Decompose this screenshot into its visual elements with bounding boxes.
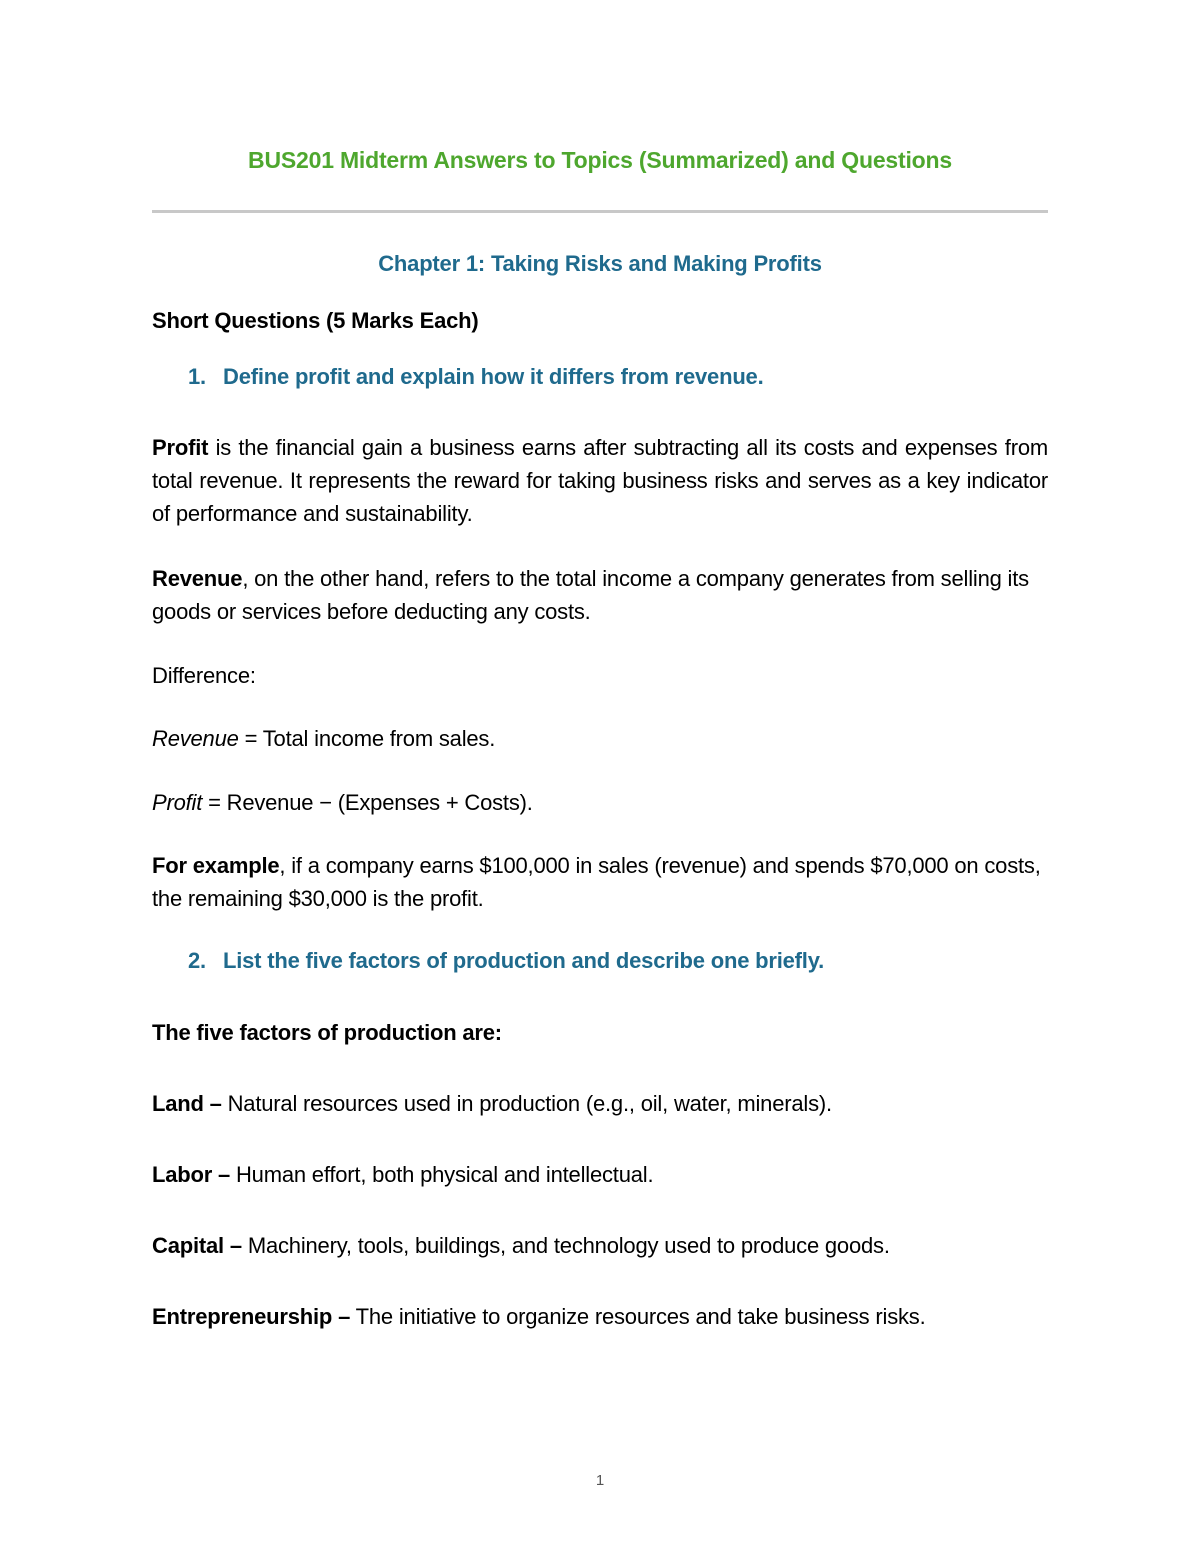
revenue-formula-term: Revenue [152,726,239,751]
example-text: , if a company earns $100,000 in sales (revenue) and spends $70,000 on costs, the remaining $30,000 is the profit. [152,853,1041,911]
question-text: Define profit and explain how it differs from revenue. [223,364,764,389]
factor-term: Entrepreneurship – [152,1304,351,1329]
revenue-definition: , on the other hand, refers to the total income a company generates from selling its goods or services before deducting any costs. [152,566,1029,624]
factor-capital [152,1229,1048,1262]
revenue-paragraph [152,562,1048,628]
factor-description: Machinery, tools, buildings, and technology used to produce goods. [241,1233,890,1258]
profit-formula-term: Profit [152,790,203,815]
factor-term: Land – [152,1091,222,1116]
factors-intro: The five factors of production are: [152,1020,502,1045]
factor-labor [152,1158,1048,1191]
question-heading-2 [188,945,824,977]
difference-label: Difference: [152,663,256,688]
question-number: 1. [188,364,206,389]
factor-description: The initiative to organize resources and take business risks. [350,1304,926,1329]
page-number: 1 [595,1472,605,1489]
profit-paragraph [152,431,1048,530]
example-term: For example [152,853,280,878]
profit-term: Profit [152,435,209,460]
question-number: 2. [188,948,206,973]
title-divider [152,210,1048,213]
question-heading-1 [188,361,764,393]
factor-term: Capital – [152,1233,242,1258]
profit-definition: is the financial gain a business earns after subtracting all its costs and expenses from total revenue. It represents the reward for taking business risks and serves as a key indicator of performance and sustainability. [152,435,1048,526]
document-title: BUS201 Midterm Answers to Topics (Summarized) and Questions [248,147,952,173]
revenue-formula-text: = Total income from sales. [238,726,496,751]
profit-formula-text: = Revenue − (Expenses + Costs). [202,790,533,815]
factor-entrepreneurship [152,1300,1048,1333]
factor-description: Natural resources used in production (e.g., oil, water, minerals). [221,1091,832,1116]
factor-term: Labor – [152,1162,231,1187]
section-heading: Short Questions (5 Marks Each) [152,308,479,333]
factor-description: Human effort, both physical and intellectual. [230,1162,654,1187]
chapter-heading: Chapter 1: Taking Risks and Making Profits [378,251,822,276]
revenue-formula [152,722,1048,755]
profit-formula [152,786,1048,819]
example-paragraph [152,849,1048,915]
question-text: List the five factors of production and describe one briefly. [223,948,825,973]
factor-land [152,1087,1048,1120]
revenue-term: Revenue [152,566,243,591]
